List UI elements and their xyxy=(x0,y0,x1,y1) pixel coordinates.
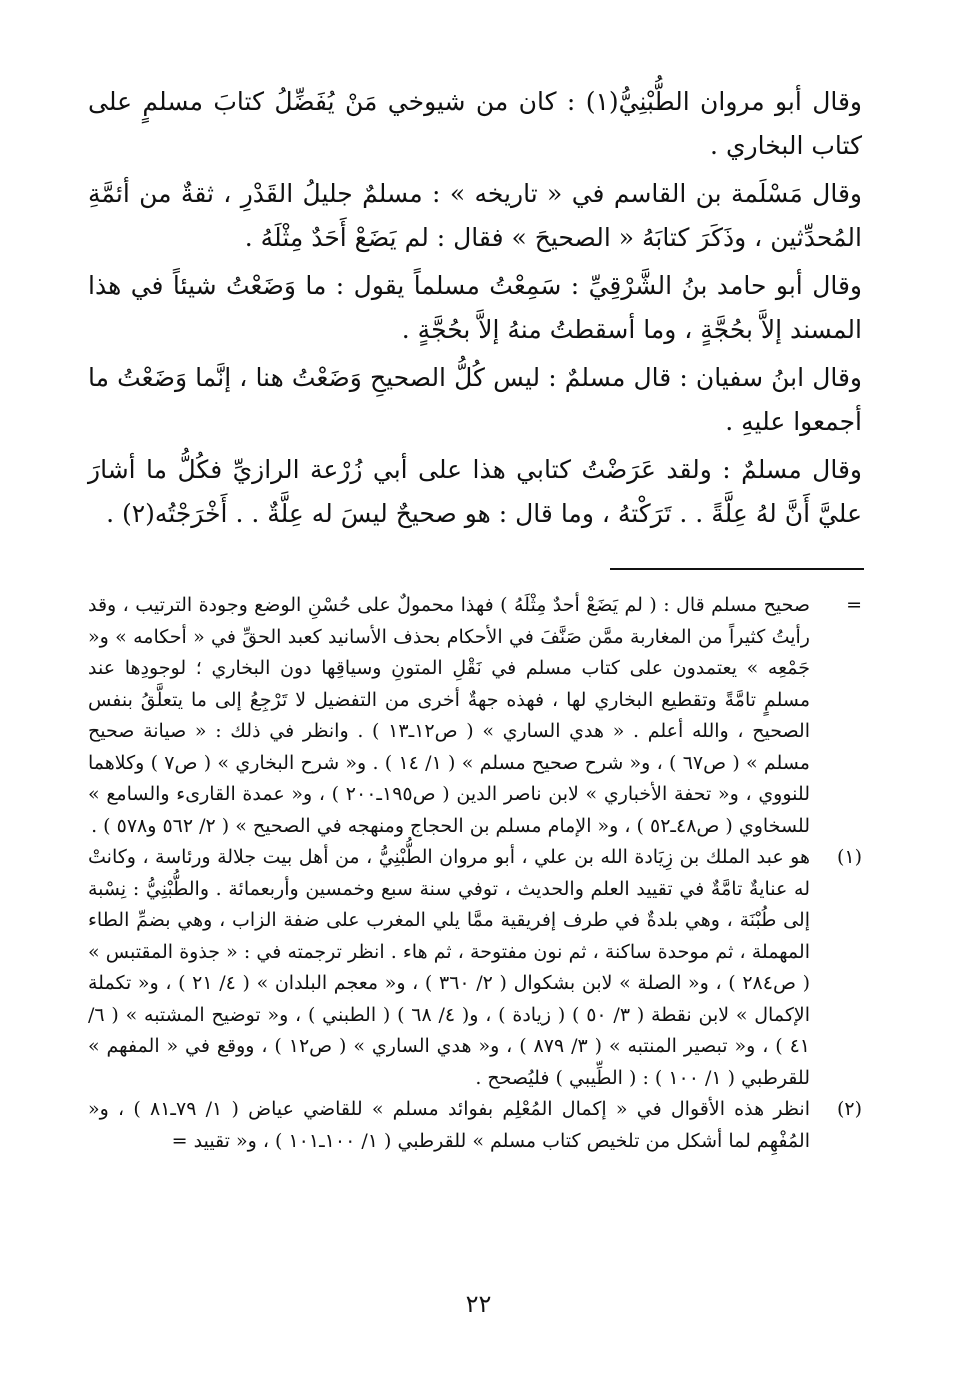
footnotes xyxy=(88,590,862,1157)
paragraph: وقال ابنُ سفيان : قال مسلمٌ : ليس كُلُّ الصحيحِ وَضَعْتُ هنا ، إنَّما وَضَعْتُ ما أجمعوا عليهِ . xyxy=(88,363,862,436)
paragraph: وقال مسلمٌ : ولقد عَرَضْتُ كتابي هذا على أبي زُرْعة الرازيِّ فكُلُّ ما أشارَ عليَّ أَنَّ لهُ عِلَّةً . . تَرَكْتهُ ، وما قال : هو صحيحٌ ليسَ له عِلَّةٌ . . أَخْرَجْتُه(٢) . xyxy=(88,455,862,528)
footnote xyxy=(88,1094,862,1157)
footnote-marker: (٢) xyxy=(836,1098,862,1120)
footnote-text: هو عبد الملك بن زِيَادة الله بن علي ، أبو مروان الطُّبْنِيُّ ، من أهل بيت جلالة ورئاسة ، وكانتْ له عنايةٌ تامَّةٌ في تقييد العلم والحديث ، توفي سنة سبع وخمسين وأربعمائة . والطُّبْنِيُّ : نِسْبة إلى طُبْنَة ، وهي بلدةٌ في طرف إفريقية ممَّا يلي المغرب على ضفة الزاب ، وهي بضمِّ الطاء المهملة ، ثم موحدة ساكنة ، ثم نون مفتوحة ، ثم هاء . انظر ترجمته في : « جذوة المقتبس » ( ص٢٨٤ ) ، و« الصلة » لابن بشكوال ( ٢/ ٣٦٠ ) ، و« معجم البلدان » ( ٤/ ٢١ ) ، و« تكملة الإكمال » لابن نقطة ( ٣/ ٥٠ ) ( زيادة ) ، و( ٤/ ٦٨ ) ( الطبني ) ، و« توضيح المشتبه » ( ٦/ ٤١ ) ، و« تبصير المنتبه » ( ٣/ ٨٧٩ ) ، و« هدي الساري » ( ص١٢ ) ، ووقع في « المفهم » للقرطبي ( ١/ ١٠٠ ) : ( الطِّيبي ) فليُصحح . xyxy=(88,846,810,1089)
footnote-separator xyxy=(610,568,864,570)
footnote xyxy=(88,590,862,842)
paragraph: وقال أبو مروان الطُّبْنِيُّ(١) : كان من شيوخي مَنْ يُفَضِّلُ كتابَ مسلمٍ على كتاب البخاري . xyxy=(88,87,862,160)
paragraph: وقال أبو حامد بنُ الشَّرْقِيِّ : سَمِعْتُ مسلماً يقول : ما وَضَعْتُ شيئاً في هذا المسند إلاَّ بحُجَّةٍ ، وما أسقطتُ منهُ إلاَّ بحُجَّةٍ . xyxy=(88,271,862,344)
page-number: ٢٢ xyxy=(465,1290,492,1318)
main-text xyxy=(88,80,862,540)
footnote xyxy=(88,842,862,1094)
paragraph: وقال مَسْلَمة بن القاسم في « تاريخه » : مسلمٌ جليلُ القَدْرِ ، ثقةٌ من أئمَّةِ المُحدِّثين ، وذَكَرَ كتابَهُ « الصحيحَ » فقال : لم يَضَعْ أَحَدٌ مِثْلَهُ . xyxy=(88,179,862,252)
footnote-text: انظر هذه الأقوال في « إكمال المُعْلِم بفوائد مسلم » للقاضي عياض ( ١/ ٧٩ـ٨١ ) ، و« المُفْهِم لما أشكل من تلخيص كتاب مسلم » للقرطبي ( ١/ ١٠٠ـ١٠١ ) ، و« تقييد = xyxy=(88,1098,810,1152)
footnote-marker: (١) xyxy=(836,846,862,868)
footnote-marker: = xyxy=(846,594,862,616)
footnote-text: صحيح مسلم قال : ( لم يَضَعْ أحدٌ مِثْلَهُ ) فهذا محمولٌ على حُسْنِ الوضع وجودة الترتيب ، وقد رأيتُ كثيراً من المغاربة ممَّن صَنَّفَ في الأحكام بحذف الأسانيد كعبد الحقِّ في « أحكامه » و« جَمْعِه » يعتمدون على كتاب مسلم في نَقْلِ المتونِ وسياقِها دون البخاري ؛ لوجودِها عند مسلمٍ تامَّةً وتقطيع البخاري لها ، فهذه جهةٌ أخرى من التفضيل لا تَرْجِعُ إلى ما يتعلَّقُ بنفس الصحيح ، والله أعلم . « هدي الساري » ( ص١٢ـ١٣ ) . وانظر في ذلك : « صيانة صحيح مسلم » ( ص٦٧ ) ، و« شرح صحيح مسلم » ( ١/ ١٤ ) . و« شرح البخاري » ( ص٧ ) وكلاهما للنووي ، و« تحفة الأخباري » لابن ناصر الدين ( ص١٩٥ـ٢٠٠ ) ، و« عمدة القارىء والسامع » للسخاوي ( ص٤٨ـ٥٢ ) ، و« الإمام مسلم بن الحجاج ومنهجه في الصحيح » ( ٢/ ٥٦٢ و٥٧٨ ) . xyxy=(88,594,811,837)
